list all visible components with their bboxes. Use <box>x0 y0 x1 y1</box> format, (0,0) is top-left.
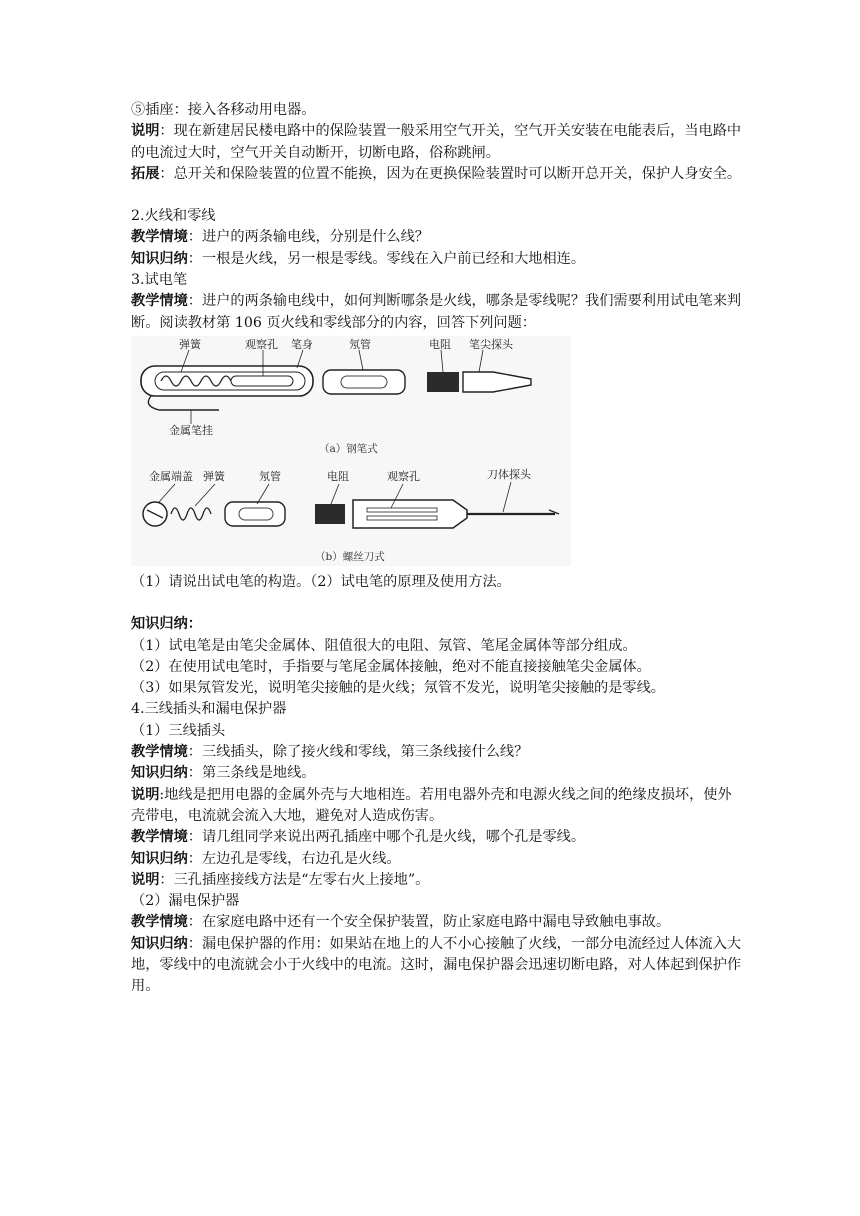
document-page <box>131 100 743 998</box>
label-window-b: 观察孔 <box>387 469 420 483</box>
label-neon: 氖管 <box>349 337 371 351</box>
test-pen-figure <box>131 336 571 566</box>
sec3-question: （1）请说出试电笔的构造。（2）试电笔的原理及使用方法。 <box>131 573 511 590</box>
label-resistor-b: 电阻 <box>327 469 349 483</box>
label-body: 笔身 <box>291 337 313 351</box>
pen-type-drawing <box>141 350 531 424</box>
sec4-line-5: 知识归纳：左边孔是零线，右边孔是火线。 <box>131 850 401 867</box>
sec4-line-6: 说明：三孔插座接线方法是“左零右火上接地”。 <box>131 871 430 888</box>
label-clip: 金属笔挂 <box>169 423 213 437</box>
label-tip: 笔尖探头 <box>469 337 513 351</box>
test-pen-diagram <box>131 336 571 566</box>
sec2-line-1: 教学情境：进户的两条输电线，分别是什么线？ <box>131 229 429 246</box>
screwdriver-type-drawing <box>143 482 559 528</box>
label-spring: 弹簧 <box>179 337 201 351</box>
sec4-line-2: 知识归纳：第三条线是地线。 <box>131 765 316 782</box>
sec4-sub-1: （1）三线插头 <box>131 722 226 739</box>
line-socket: ⑤插座：接入各移动用电器。 <box>131 102 316 118</box>
sec4-line-1: 教学情境：三线插头，除了接火线和零线，第三条线接什么线？ <box>131 744 529 761</box>
label-resistor: 电阻 <box>429 337 451 351</box>
line-note: 说明：现在新建居民楼电路中的保险装置一般采用空气开关，空气开关安装在电能表后，当电路中的电流过大时，空气开关自动断开，切断电路，俗称跳闸。 <box>131 123 742 161</box>
label-neon-b: 氖管 <box>259 469 281 483</box>
label-window: 观察孔 <box>245 337 278 351</box>
line-extension: 拓展：总开关和保险装置的位置不能换，因为在更换保险装置时可以断开总开关，保护人身安全。 <box>131 165 742 182</box>
sec4-sub-2: （2）漏电保护器 <box>131 893 240 910</box>
sec4-line-8: 知识归纳：漏电保护器的作用：如果站在地上的人不小心接触了火线，一部分电流经过人体流入大地，零线中的电流就会小于火线中的电流。这时，漏电保护器会迅速切断电路，对人体起到保护作用。 <box>131 935 742 995</box>
label-blade: 刀体探头 <box>487 467 531 481</box>
sec3-summary-3: （3）如果氖管发光，说明笔尖接触的是火线；氖管不发光，说明笔尖接触的是零线。 <box>131 680 665 697</box>
spacer <box>131 185 743 206</box>
section-heading-4: 4.三线插头和漏电保护器 <box>131 701 287 718</box>
caption-a: （a）钢笔式 <box>319 442 378 455</box>
sec3-line-1: 教学情境：进户的两条输电线中，如何判断哪条是火线，哪条是零线呢？我们需要利用试电笔来判断。阅读教材第 106 页火线和零线部分的内容，回答下列问题： <box>131 293 742 331</box>
sec4-line-3: 说明:地线是把用电器的金属外壳与大地相连。若用电器外壳和电源火线之间的绝缘皮损坏，使外壳带电，电流就会流入大地，避免对人造成伤害。 <box>131 786 732 824</box>
caption-b: （b）螺丝刀式 <box>315 550 385 563</box>
sec3-summary-heading: 知识归纳： <box>131 616 202 633</box>
sec4-line-4: 教学情境：请几组同学来说出两孔插座中哪个孔是火线，哪个孔是零线。 <box>131 829 586 846</box>
section-heading-2: 2.火线和零线 <box>131 208 216 225</box>
sec3-summary-2: （2）在使用试电笔时，手指要与笔尾金属体接触，绝对不能直接接触笔尖金属体。 <box>131 658 651 675</box>
section-heading-3: 3.试电笔 <box>131 272 188 289</box>
sec2-line-2: 知识归纳：一根是火线，另一根是零线。零线在入户前已经和大地相连。 <box>131 250 586 267</box>
label-spring-b: 弹簧 <box>203 469 225 483</box>
label-metal-cap: 金属端盖 <box>149 469 193 483</box>
sec4-line-7: 教学情境：在家庭电路中还有一个安全保护装置，防止家庭电路中漏电导致触电事故。 <box>131 914 671 931</box>
sec3-summary-1: （1）试电笔是由笔尖金属体、阻值很大的电阻、氖管、笔尾金属体等部分组成。 <box>131 637 637 654</box>
spacer <box>131 593 743 614</box>
